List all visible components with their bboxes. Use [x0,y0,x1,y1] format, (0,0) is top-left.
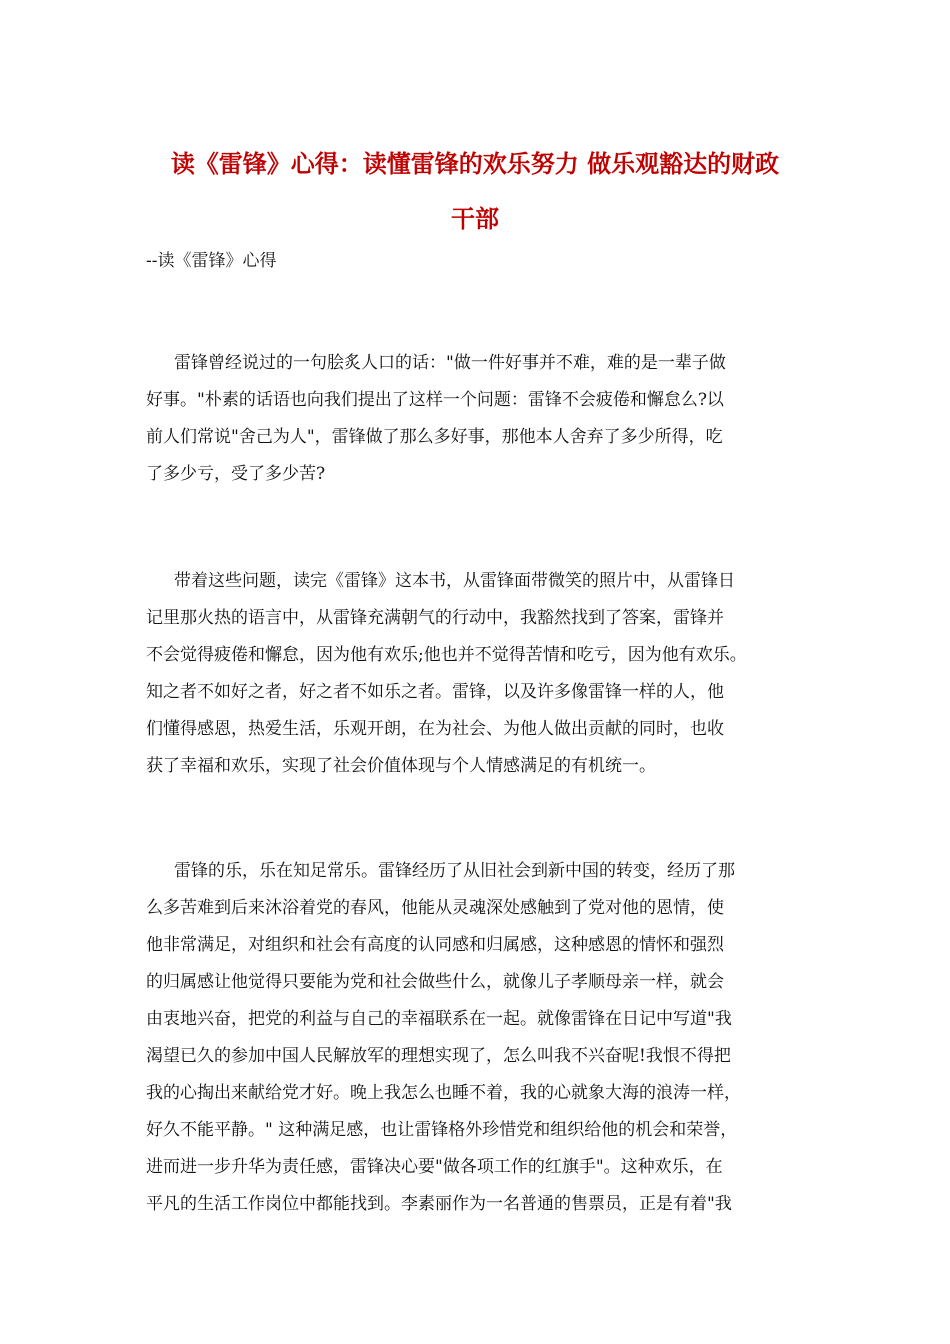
paragraph-line: 我的心掏出来献给党才好。晚上我怎么也睡不着，我的心就象大海的浪涛一样， [146,1083,741,1103]
paragraph-line: 进而进一步升华为责任感，雷锋决心要"做各项工作的红旗手"。这种欢乐，在 [146,1157,723,1177]
paragraph-line: 雷锋的乐，乐在知足常乐。雷锋经历了从旧社会到新中国的转变，经历了那 [174,861,735,881]
paragraph-line: 么多苦难到后来沐浴着党的春风，他能从灵魂深处感触到了党对他的恩情，使 [146,898,724,918]
paragraph-line: 知之者不如好之者，好之者不如乐之者。雷锋，以及许多像雷锋一样的人，他 [146,682,724,702]
document-subtitle: --读《雷锋》心得 [146,251,277,271]
paragraph-line: 获了幸福和欢乐，实现了社会价值体现与个人情感满足的有机统一。 [146,756,656,776]
paragraph-line: 不会觉得疲倦和懈怠，因为他有欢乐;他也并不觉得苦情和吃亏，因为他有欢乐。 [146,645,747,665]
paragraph-line: 们懂得感恩，热爱生活，乐观开朗，在为社会、为他人做出贡献的同时，也收 [146,719,724,739]
paragraph-line: 前人们常说"舍己为人"，雷锋做了那么多好事，那他本人舍弃了多少所得，吃 [146,427,723,447]
paragraph-line: 带着这些问题，读完《雷锋》这本书，从雷锋面带微笑的照片中，从雷锋日 [174,571,735,591]
paragraph-line: 渴望已久的参加中国人民解放军的理想实现了，怎么叫我不兴奋呢!我恨不得把 [146,1046,731,1066]
paragraph-line: 好事。"朴素的话语也向我们提出了这样一个问题：雷锋不会疲倦和懈怠么?以 [146,390,724,410]
document-title-line-1: 读《雷锋》心得：读懂雷锋的欢乐努力 做乐观豁达的财政 [170,149,780,178]
paragraph-line: 了多少亏，受了多少苦? [146,464,326,484]
paragraph-line: 雷锋曾经说过的一句脍炙人口的话："做一件好事并不难，难的是一辈子做 [174,353,726,373]
paragraph-line: 他非常满足，对组织和社会有高度的认同感和归属感，这种感恩的情怀和强烈 [146,935,724,955]
paragraph-line: 好久不能平静。" 这种满足感，也让雷锋格外珍惜党和组织给他的机会和荣誉， [146,1120,738,1140]
paragraph-line: 记里那火热的语言中，从雷锋充满朝气的行动中，我豁然找到了答案，雷锋并 [146,608,724,628]
paragraph-line: 的归属感让他觉得只要能为党和社会做些什么，就像儿子孝顺母亲一样，就会 [146,972,724,992]
paragraph-line: 平凡的生活工作岗位中都能找到。李素丽作为一名普通的售票员，正是有着"我 [146,1194,732,1214]
paragraph-line: 由衷地兴奋，把党的利益与自己的幸福联系在一起。就像雷锋在日记中写道"我 [146,1009,732,1029]
document-title-line-2: 干部 [451,204,499,233]
